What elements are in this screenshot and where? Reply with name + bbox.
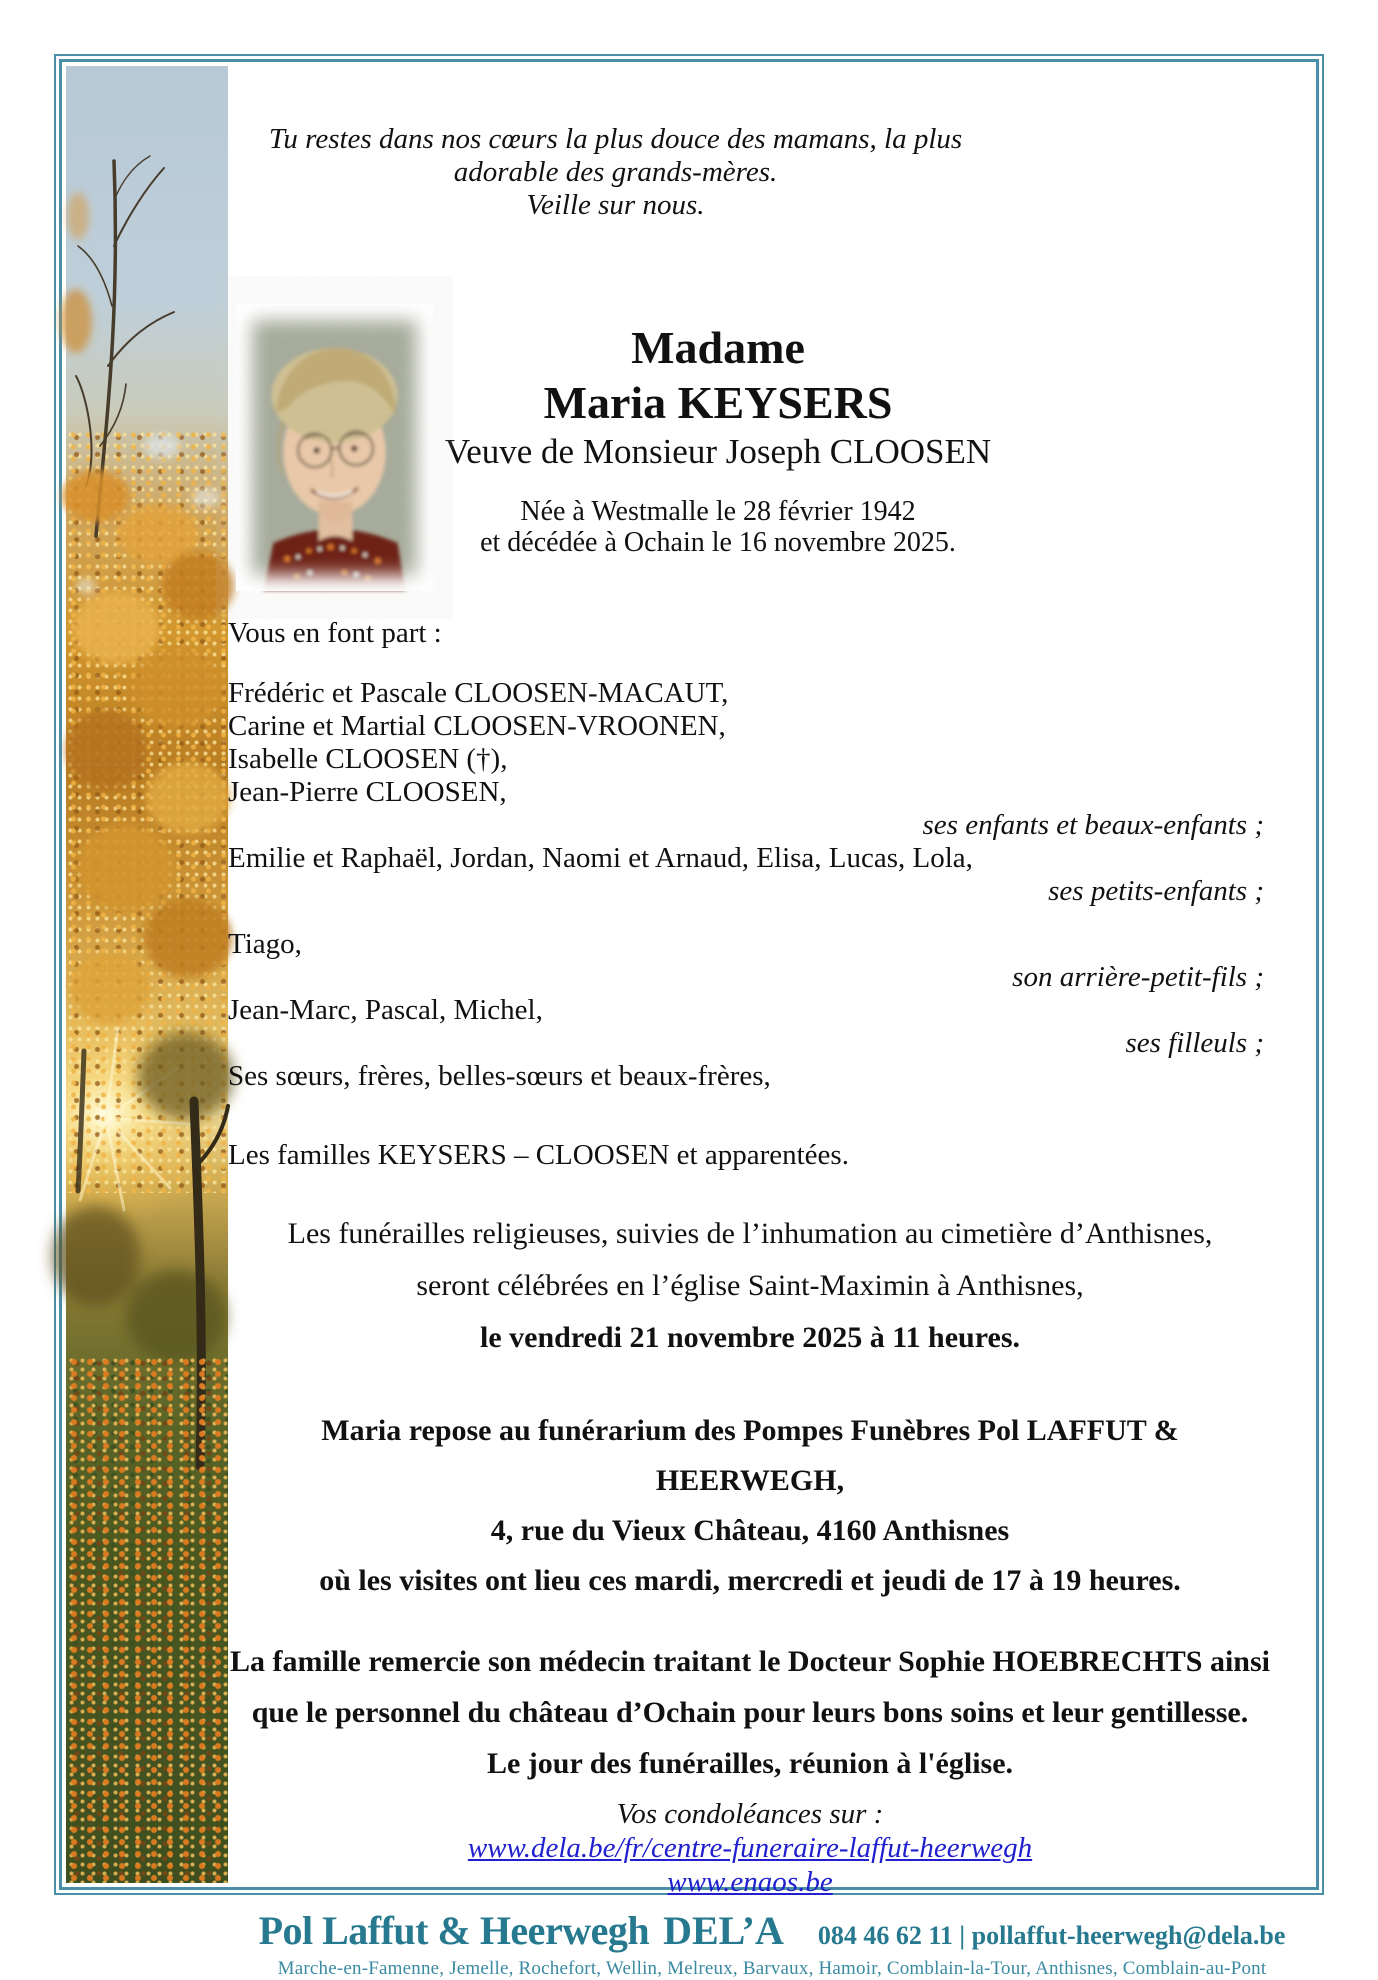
footer-locations: Marche-en-Famenne, Jemelle, Rochefort, Wellin, Melreux, Barvaux, Hamoir, Comblain-la-Tour, Anthisnes, Comblain-au-Pont (277, 1958, 1267, 1979)
ceremony-block (228, 1208, 1316, 1364)
dela-brand-mark: DEL’A (663, 1908, 784, 1953)
footer-contact: 084 46 62 11 | pollaffut-heerwegh@dela.be (817, 1921, 1286, 1950)
repose-visits-line: où les visites ont lieu ces mardi, mercredi et jeudi de 17 à 19 heures. (319, 1564, 1181, 1597)
great-grandchild-label: son arrière-petit-fils ; (1012, 961, 1264, 993)
godsons-label: ses filleuls ; (1125, 1027, 1264, 1059)
funeral-home-logo (259, 1907, 784, 1954)
children-label: ses enfants et beaux-enfants ; (922, 809, 1264, 841)
death-line: et décédée à Ochain le 16 novembre 2025. (480, 527, 956, 558)
portrait-photo (236, 304, 433, 591)
thanks-block (228, 1636, 1316, 1738)
siblings-line: Ses sœurs, frères, belles-sœurs et beaux-frères, (228, 1060, 771, 1092)
ceremony-date-line: le vendredi 21 novembre 2025 à 11 heures. (480, 1321, 1020, 1354)
family-child: Carine et Martial CLOOSEN-VROONEN, (228, 710, 726, 742)
funeral-home-footer (228, 1907, 1316, 1954)
thanks-line-2: que le personnel du château d’Ochain pour leurs bons soins et leur gentillesse. (251, 1696, 1249, 1729)
autumn-photo (66, 66, 228, 1883)
condolences-intro: Vos condoléances sur : (616, 1798, 884, 1830)
title-madame: Madame (631, 322, 805, 373)
grandchildren-names: Emilie et Raphaël, Jordan, Naomi et Arnaud, Elisa, Lucas, Lola, (228, 842, 973, 874)
repose-block (228, 1406, 1316, 1606)
memorial-quote (228, 123, 1003, 222)
family-child: Isabelle CLOOSEN (†), (228, 743, 508, 775)
ceremony-line-1: Les funérailles religieuses, suivies de l’inhumation au cimetière d’Anthisnes, (287, 1217, 1213, 1250)
church-meeting-line: Le jour des funérailles, réunion à l'église. (486, 1747, 1014, 1780)
great-grandchild-name: Tiago, (228, 928, 302, 960)
condolences-link-enaos[interactable]: www.enaos.be (667, 1866, 833, 1898)
family-child: Frédéric et Pascale CLOOSEN-MACAUT, (228, 677, 729, 709)
birth-line: Née à Westmalle le 28 février 1942 (520, 496, 916, 527)
families-line: Les familles KEYSERS – CLOOSEN et apparentées. (228, 1139, 849, 1171)
condolences-link-dela[interactable]: www.dela.be/fr/centre-funeraire-laffut-heerwegh (467, 1832, 1033, 1864)
thanks-line-1: La famille remercie son médecin traitant le Docteur Sophie HOEBRECHTS ainsi (230, 1645, 1270, 1678)
autumn-photo-art (66, 66, 228, 1883)
godsons-names: Jean-Marc, Pascal, Michel, (228, 994, 543, 1026)
quote-line-2: Veille sur nous. (526, 189, 705, 221)
funeral-home-name: Pol Laffut & Heerwegh (258, 1908, 650, 1953)
header-row (228, 304, 1316, 591)
family-announcement (228, 617, 1316, 1172)
quote-line-1: Tu restes dans nos cœurs la plus douce des mamans, la plus adorable des grands-mères. (268, 123, 963, 188)
repose-line-1: Maria repose au funérarium des Pompes Funèbres Pol LAFFUT & HEERWEGH, (321, 1414, 1179, 1497)
ceremony-line-2: seront célébrées en l’église Saint-Maximin à Anthisnes, (416, 1269, 1084, 1302)
deceased-name: Maria KEYSERS (543, 377, 893, 428)
announcement-content (228, 65, 1316, 1980)
family-child: Jean-Pierre CLOOSEN, (228, 776, 507, 808)
title-block (433, 304, 1003, 558)
repose-address-line: 4, rue du Vieux Château, 4160 Anthisnes (490, 1514, 1010, 1547)
birth-death-block (433, 496, 1003, 558)
family-intro: Vous en font part : (228, 617, 442, 649)
portrait-photo-art (236, 304, 433, 591)
condolences-block (228, 1797, 1316, 1899)
widow-subtitle: Veuve de Monsieur Joseph CLOOSEN (444, 432, 992, 471)
grandchildren-label: ses petits-enfants ; (1048, 875, 1264, 907)
